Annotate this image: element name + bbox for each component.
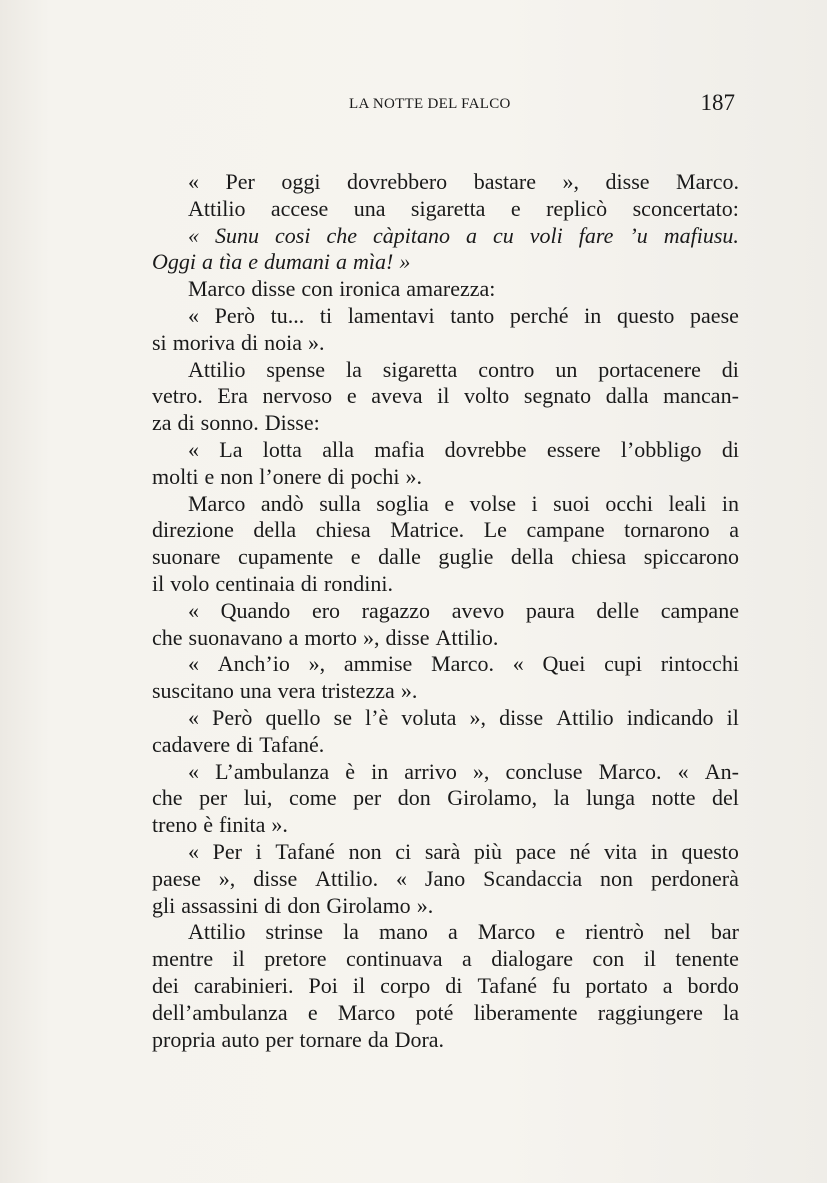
text-line: paese », disse Attilio. « Jano Scandaccia non perdonerà: [152, 865, 739, 891]
text-line: cadavere di Tafané.: [152, 731, 325, 757]
text-line: za di sonno. Disse:: [152, 410, 320, 436]
text-line: « Per oggi dovrebbero bastare », disse Marco.: [188, 169, 739, 194]
text-line: treno è finita ».: [152, 812, 288, 838]
text-line: « L’ambulanza è in arrivo », concluse Marco. « An-: [188, 758, 739, 784]
text-line: Attilio accese una sigaretta e replicò sconcertato:: [188, 195, 739, 221]
text-line: che suonavano a morto », disse Attilio.: [152, 624, 499, 650]
page-number: 187: [700, 90, 735, 115]
text-line: « Quando ero ragazzo avevo paura delle campane: [188, 597, 739, 623]
text-line: « Sunu cosi che càpitano a cu voli fare ’u mafiusu.: [188, 222, 739, 248]
text-line: si moriva di noia ».: [152, 329, 325, 355]
text-line: « Però quello se l’è voluta », disse Attilio indicando il: [188, 704, 739, 730]
text-line: « Per i Tafané non ci sarà più pace né vita in questo: [188, 838, 739, 864]
text-line: direzione della chiesa Matrice. Le campane tornarono a: [152, 517, 739, 543]
text-line: « Però tu... ti lamentavi tanto perché in questo paese: [188, 302, 739, 328]
text-line: propria auto per tornare da Dora.: [152, 1026, 445, 1052]
text-line: « La lotta alla mafia dovrebbe essere l’obbligo di: [188, 436, 739, 462]
text-line: il volo centinaia di rondini.: [152, 570, 393, 596]
running-head: LA NOTTE DEL FALCO: [349, 96, 511, 112]
text-line: gli assassini di don Girolamo ».: [152, 892, 434, 918]
text-line: Oggi a tìa e dumani a mìa! »: [152, 249, 411, 275]
body-text: [152, 169, 739, 1053]
text-line: suscitano una vera tristezza ».: [152, 678, 418, 704]
text-line: « Anch’io », ammise Marco. « Quei cupi rintocchi: [188, 651, 739, 677]
text-line: Attilio spense la sigaretta contro un portacenere di: [188, 356, 739, 382]
text-line: dell’ambulanza e Marco poté liberamente raggiungere la: [152, 999, 739, 1025]
text-line: Attilio strinse la mano a Marco e rientrò nel bar: [188, 919, 739, 945]
text-line: vetro. Era nervoso e aveva il volto segnato dalla mancan-: [152, 383, 739, 409]
text-line: mentre il pretore continuava a dialogare con il tenente: [152, 946, 739, 972]
text-line: che per lui, come per don Girolamo, la lunga notte del: [152, 785, 739, 811]
text-line: Marco disse con ironica amarezza:: [188, 276, 496, 302]
text-line: Marco andò sulla soglia e volse i suoi occhi leali in: [188, 490, 739, 516]
text-line: suonare cupamente e dalle guglie della chiesa spiccarono: [152, 544, 739, 570]
text-line: dei carabinieri. Poi il corpo di Tafané fu portato a bordo: [152, 972, 739, 998]
text-line: molti e non l’onere di pochi ».: [152, 463, 423, 489]
